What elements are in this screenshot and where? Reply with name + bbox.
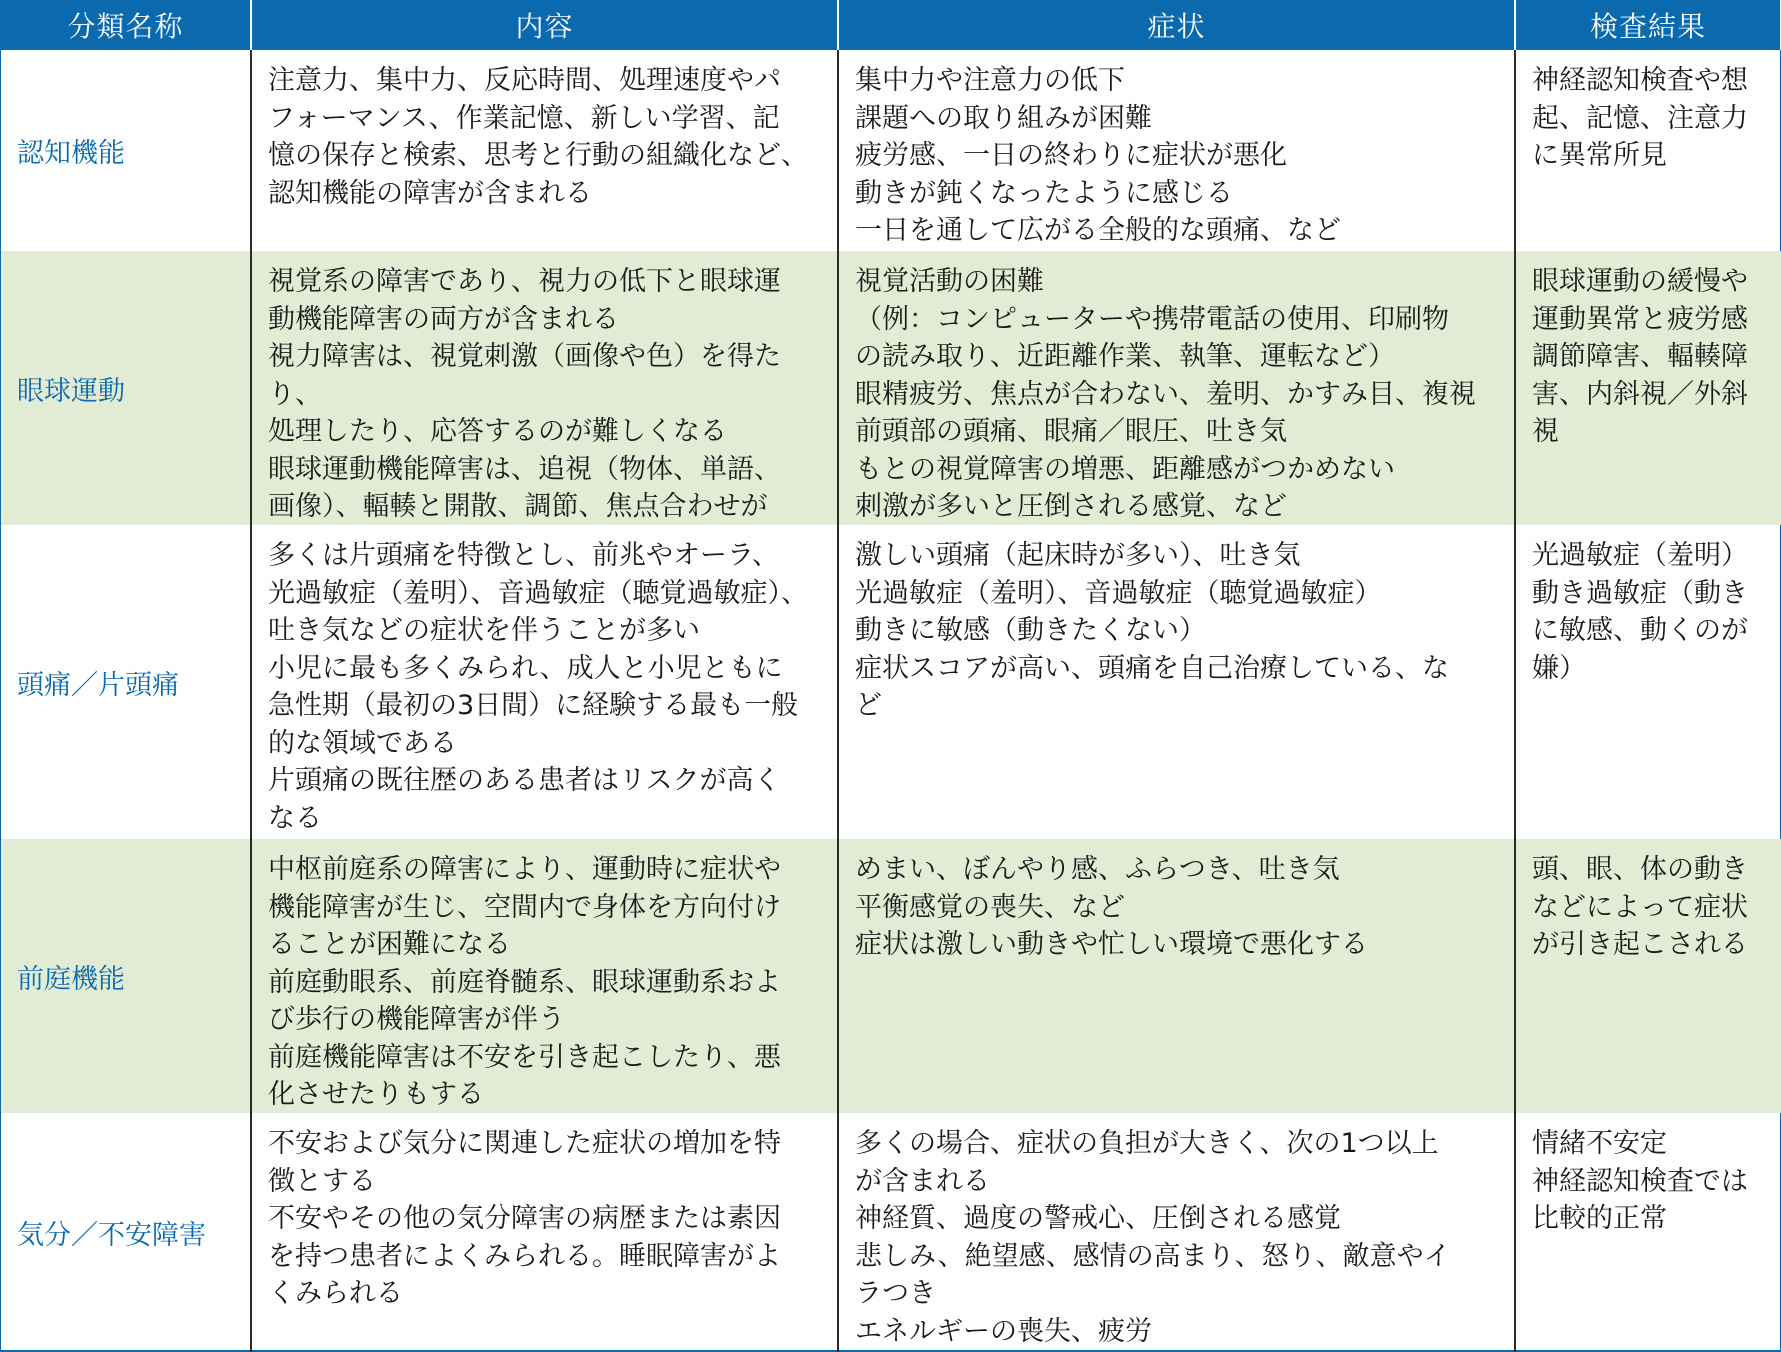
text-line: 画像）、輻輳と開散、調節、焦点合わせが (268, 491, 768, 522)
symptoms-cell (839, 1113, 1516, 1352)
category-name: 認知機能 (1, 50, 252, 251)
text-line: 小児に最も多くみられ、成人と小児ともに (268, 652, 783, 684)
text-line: 視 (1532, 416, 1559, 447)
results-cell (1516, 839, 1781, 1113)
text-line: 平衡感覚の喪失、など (855, 891, 1125, 923)
text-line: 神経認知検査では (1532, 1165, 1748, 1197)
text-line: 一日を通して広がる全般的な頭痛、など (855, 215, 1341, 246)
text-line: 集中力や注意力の低下 (855, 65, 1125, 96)
text-line: 認知機能の障害が含まれる (268, 177, 592, 209)
text-line: 不安やその他の気分障害の病歴または素因 (268, 1203, 781, 1234)
text-line: に異常所見 (1532, 140, 1667, 171)
text-line: 前庭機能障害は不安を引き起こしたり、悪 (268, 1041, 781, 1073)
text-line: 嫌） (1532, 652, 1586, 684)
text-line: が含まれる (855, 1165, 990, 1197)
results-cell (1516, 1113, 1781, 1352)
text-line: 動きが鈍くなったように感じる (855, 177, 1233, 209)
text-line: 前頭部の頭痛、眼痛／眼圧、吐き気 (855, 416, 1287, 447)
content-cell (252, 1113, 839, 1352)
text-line: （例：コンピューターや携帯電話の使用、印刷物 (855, 303, 1449, 335)
text-line: び歩行の機能障害が伴う (268, 1004, 565, 1035)
category-name: 頭痛／片頭痛 (1, 525, 252, 839)
symptoms-cell (839, 50, 1516, 251)
text-line: 光過敏症（羞明）、音過敏症（聴覚過敏症） (855, 577, 1382, 609)
text-line: 比較的正常 (1532, 1203, 1667, 1234)
text-line: 刺激が多いと圧倒される感覚、など (855, 491, 1287, 522)
text-line: 前庭動眼系、前庭脊髄系、眼球運動系およ (268, 966, 781, 998)
text-line: 急性期（最初の3日間）に経験する最も一般 (268, 690, 799, 721)
text-line: 眼球運動の緩慢や (1532, 266, 1748, 297)
symptoms-cell (839, 525, 1516, 839)
results-cell (1516, 525, 1781, 839)
text-line: 動き過敏症（動き (1532, 577, 1748, 609)
text-line: 視覚系の障害であり、視力の低下と眼球運 (268, 266, 781, 297)
text-line: 疲労感、一日の終わりに症状が悪化 (855, 140, 1287, 171)
text-line: 視力障害は、視覚刺激（画像や色）を得たり、 (268, 341, 781, 410)
content-cell (252, 839, 839, 1113)
text-line: 多くの場合、症状の負担が大きく、次の1つ以上 (855, 1128, 1439, 1159)
text-line: 徴とする (268, 1165, 376, 1197)
text-line: 調節障害、輻輳障 (1532, 341, 1748, 372)
text-line: 症状スコアが高い、頭痛を自己治療している、な (855, 652, 1449, 684)
symptoms-cell (839, 251, 1516, 525)
text-line: 眼球運動機能障害は、追視（物体、単語、 (268, 453, 781, 485)
text-line: 課題への取り組みが困難 (855, 102, 1152, 134)
text-line: 情緒不安定 (1532, 1128, 1667, 1159)
text-line: ることが困難になる (268, 929, 511, 960)
text-line: エネルギーの喪失、疲労 (855, 1315, 1152, 1347)
text-line: 神経質、過度の警戒心、圧倒される感覚 (855, 1203, 1341, 1234)
results-cell (1516, 50, 1781, 251)
text-line: ラつき (855, 1278, 936, 1309)
text-line: 吐き気などの症状を伴うことが多い (268, 615, 700, 646)
text-line: 片頭痛の既往歴のある患者はリスクが高く (268, 765, 781, 796)
text-line: 機能障害が生じ、空間内で身体を方向付け (268, 891, 781, 923)
text-line: 症状は激しい動きや忙しい環境で悪化する (855, 929, 1368, 960)
text-line: 光過敏症（羞明）、音過敏症（聴覚過敏症）、 (268, 577, 808, 609)
text-line: めまい、ぼんやり感、ふらつき、吐き気 (855, 854, 1340, 885)
category-name: 気分／不安障害 (1, 1113, 252, 1352)
header-results: 検査結果 (1516, 0, 1781, 50)
text-line: 中枢前庭系の障害により、運動時に症状や (268, 854, 781, 885)
text-line: 激しい頭痛（起床時が多い）、吐き気 (855, 540, 1301, 571)
text-line: 動きに敏感（動きたくない） (855, 615, 1206, 646)
text-line: 処理したり、応答するのが難しくなる (268, 416, 727, 447)
text-line: 神経認知検査や想 (1532, 65, 1748, 96)
text-line: フォーマンス、作業記憶、新しい学習、記 (268, 102, 780, 134)
text-line: 運動異常と疲労感 (1532, 303, 1748, 335)
text-line: 眼精疲労、焦点が合わない、羞明、かすみ目、複視 (855, 378, 1476, 410)
text-line: 的な領域である (268, 727, 457, 759)
header-category: 分類名称 (1, 0, 252, 50)
text-line: 頭、眼、体の動き (1532, 854, 1748, 885)
text-line: くみられる (268, 1278, 403, 1309)
content-cell (252, 251, 839, 525)
symptoms-cell (839, 839, 1516, 1113)
text-line: 多くは片頭痛を特徴とし、前兆やオーラ、 (268, 540, 779, 571)
text-line: なる (268, 802, 322, 834)
category-name: 眼球運動 (1, 251, 252, 525)
text-line: の読み取り、近距離作業、執筆、運転など） (855, 341, 1395, 372)
text-line: が引き起こされる (1532, 929, 1748, 960)
text-line: 害、内斜視／外斜 (1532, 378, 1748, 410)
content-cell (252, 525, 839, 839)
text-line: 起、記憶、注意力 (1532, 102, 1748, 134)
header-symptoms: 症状 (839, 0, 1516, 50)
text-line: ど (855, 690, 882, 721)
text-line: 化させたりもする (268, 1079, 484, 1110)
text-line: 注意力、集中力、反応時間、処理速度やパ (268, 65, 781, 96)
text-line: などによって症状 (1532, 891, 1748, 923)
results-cell (1516, 251, 1781, 525)
content-cell (252, 50, 839, 251)
text-line: 光過敏症（羞明） (1532, 540, 1748, 571)
text-line: もとの視覚障害の増悪、距離感がつかめない (855, 453, 1395, 485)
text-line: を持つ患者によくみられる。睡眠障害がよ (268, 1240, 781, 1272)
text-line: 視覚活動の困難 (855, 266, 1044, 297)
text-line: 悲しみ、絶望感、感情の高まり、怒り、敵意やイ (855, 1240, 1451, 1272)
text-line: 憶の保存と検索、思考と行動の組織化など、 (268, 140, 808, 171)
header-content: 内容 (252, 0, 839, 50)
category-name: 前庭機能 (1, 839, 252, 1113)
text-line: に敏感、動くのが (1532, 615, 1748, 646)
text-line: 動機能障害の両方が含まれる (268, 303, 619, 335)
text-line: 不安および気分に関連した症状の増加を特 (268, 1128, 781, 1159)
